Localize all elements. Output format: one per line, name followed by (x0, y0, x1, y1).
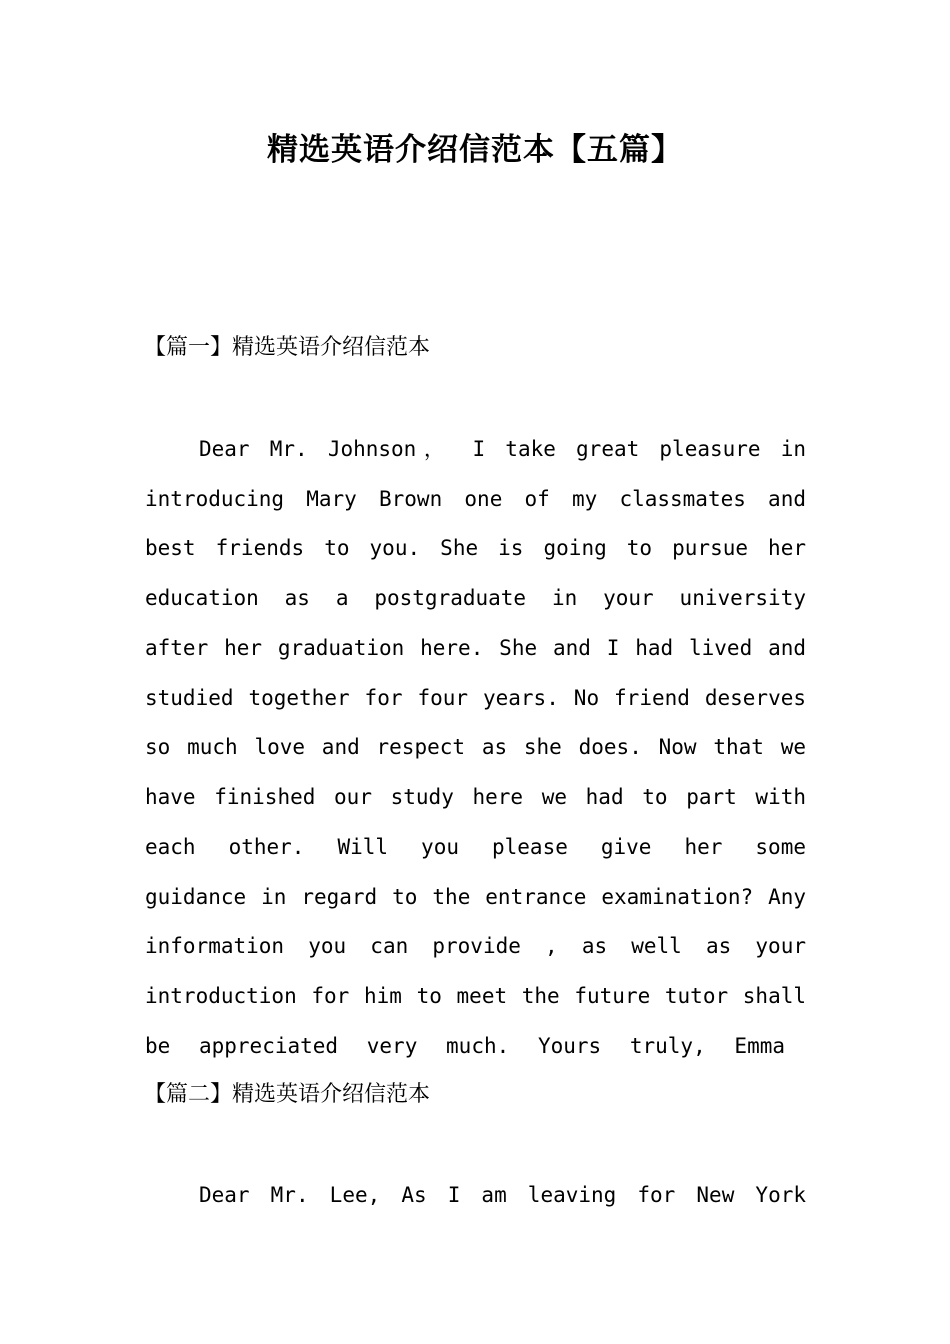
section-heading-2: 【篇二】精选英语介绍信范本 (144, 1082, 431, 1107)
paragraph-line: Dear Mr. Lee, As I am leaving for New York (199, 1183, 806, 1207)
paragraph-line: best friends to you. She is going to pursue her (145, 536, 806, 560)
section-heading-1: 【篇一】精选英语介绍信范本 (144, 335, 431, 360)
paragraph-line: so much love and respect as she does. Now that we (145, 735, 806, 759)
paragraph-line: introduction for him to meet the future tutor shall (145, 984, 806, 1008)
paragraph-line: Dear Mr. Johnson， I take great pleasure in (199, 437, 806, 461)
paragraph-line: after her graduation here. She and I had lived and (145, 636, 806, 660)
paragraph-line: education as a postgraduate in your university (145, 586, 806, 610)
paragraph-line: have finished our study here we had to part with (145, 785, 806, 809)
paragraph-line: guidance in regard to the entrance examination? Any (145, 885, 806, 909)
paragraph-line: information you can provide , as well as your (145, 934, 806, 958)
paragraph-line: studied together for four years. No friend deserves (145, 686, 806, 710)
paragraph-line: each other. Will you please give her some (145, 835, 806, 859)
document-title: 精选英语介绍信范本【五篇】 (267, 132, 683, 168)
paragraph-line: introducing Mary Brown one of my classmates and (145, 487, 806, 511)
paragraph-line: be appreciated very much. Yours truly, Emma (145, 1034, 785, 1058)
